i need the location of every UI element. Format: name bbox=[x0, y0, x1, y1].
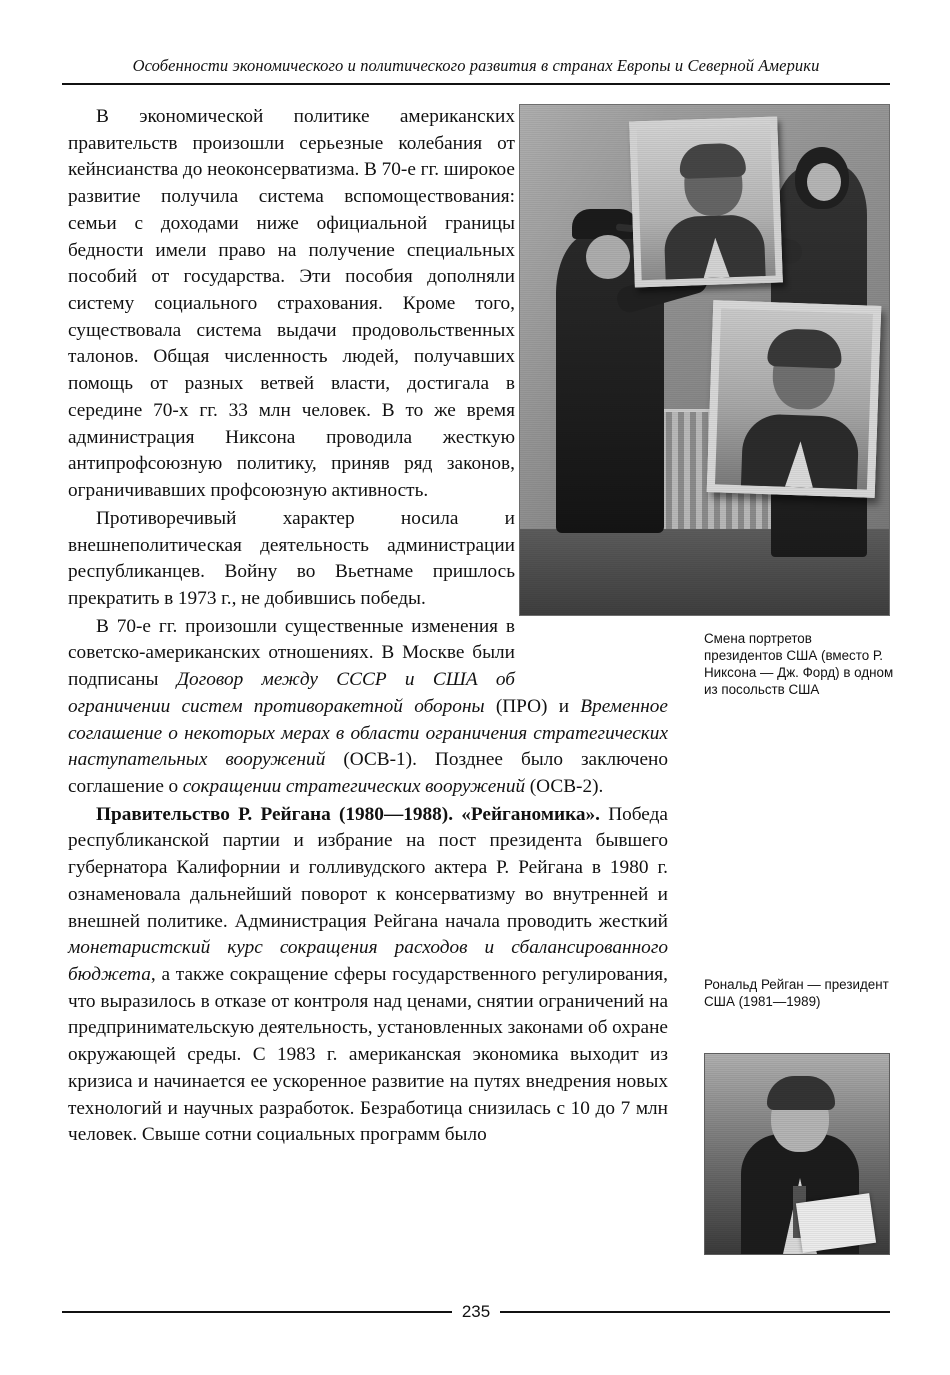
paragraph-1: В экономической политике американских правительств произошли серьезные колебания от кейнсианства до неоконсерватизма. В 70-е гг. широкое развитие получила система вспомоществования: семьи с доходами ниже официальной границы бедности имели право на получение специальных пособий от государства. Эти пособия дополняли систему социального страхования. Кроме того, существовала система выдачи продовольственных талонов. Общая численность людей, получавших помощь от разных ветвей власти, достигала в середине 70-х гг. 33 млн человек. В то же время администрация Никсона проводила жесткую антипрофсоюзную политику, приняв ряд законов, ограничивавших профсоюзную активность. bbox=[68, 106, 515, 502]
page-header bbox=[62, 56, 890, 85]
page-footer bbox=[62, 1302, 890, 1322]
running-title: Особенности экономического и политического развития в странах Европы и Северной Америки bbox=[132, 56, 820, 75]
header-divider bbox=[62, 83, 890, 85]
figure-caption-reagan-container bbox=[704, 977, 894, 1011]
figure-caption-reagan: Рональд Рейган — президент США (1981—1989) bbox=[704, 977, 889, 1009]
paragraph-4 bbox=[68, 802, 668, 1149]
paragraph-2-text: Противоречивый характер носила и внешнеполитическая деятельность администрации республиканцев. Войну во Вьетнаме пришлось прекратить в 1973 г., не добившись победы. bbox=[68, 507, 515, 609]
p4-run-b: , а также сокращение сферы государственного регулирования, что выразилось в отказе от контроля над ценами, снятии ограничений на предпринимательскую деятельность, установленных законами об охране окружающей среды. С 1983 г. американская экономика выходит из кризиса и начинается ее ускоренное развитие на путях внедрения новых технологий и научных разработок. Безработица снизилась с 10 до 7 млн человек. Свыше сотни социальных программ было bbox=[68, 964, 668, 1146]
p3-run-a: В 70-е гг. произошли существенные изменения в советско-американских отношениях. В Москве были подписаны bbox=[68, 615, 515, 691]
p3-run-b: (ПРО) и bbox=[484, 695, 581, 717]
figure-caption-portraits-container bbox=[704, 631, 894, 699]
footer-rule-left bbox=[62, 1311, 452, 1313]
p4-run-a: Победа республиканской партии и избрание на пост президента бывшего губернатора Калифорнии и голливудского актера Р. Рейгана в 1980 г. ознаменовала дальнейший поворот к консерватизму во внутренней и внешней политике. Администрация Рейгана начала проводить жесткий bbox=[68, 803, 668, 932]
p3-run-d: (ОСВ-2). bbox=[525, 775, 604, 797]
photo-grain-overlay bbox=[520, 105, 889, 615]
reagan-photo-grain-overlay bbox=[705, 1054, 889, 1254]
photo-ronald-reagan bbox=[704, 1053, 890, 1255]
p4-italic: монетаристский курс сокращения расходов и сбалансированного бюджета bbox=[68, 937, 668, 985]
p4-heading-run: Правительство Р. Рейгана (1980—1988). «Рейганомика». bbox=[96, 803, 600, 825]
p3-italic-2: Временное соглашение о некоторых мерах в области ограничения стратегических наступательных вооружений bbox=[68, 695, 668, 771]
figure-caption-portraits: Смена портретов президентов США (вместо Р. Никсона — Дж. Форд) в одном из посольств США bbox=[704, 631, 894, 697]
p3-run-c: (ОСВ-1). Позднее было заключено соглашение о bbox=[68, 749, 668, 797]
footer-rule-right bbox=[500, 1311, 890, 1313]
photo-portrait-swap bbox=[519, 104, 890, 616]
p3-italic-3: сокращении стратегических вооружений bbox=[182, 775, 526, 797]
page-number: 235 bbox=[461, 1302, 491, 1321]
p3-italic-1: Договор между СССР и США об ограничении систем противоракетной обороны bbox=[68, 669, 515, 717]
